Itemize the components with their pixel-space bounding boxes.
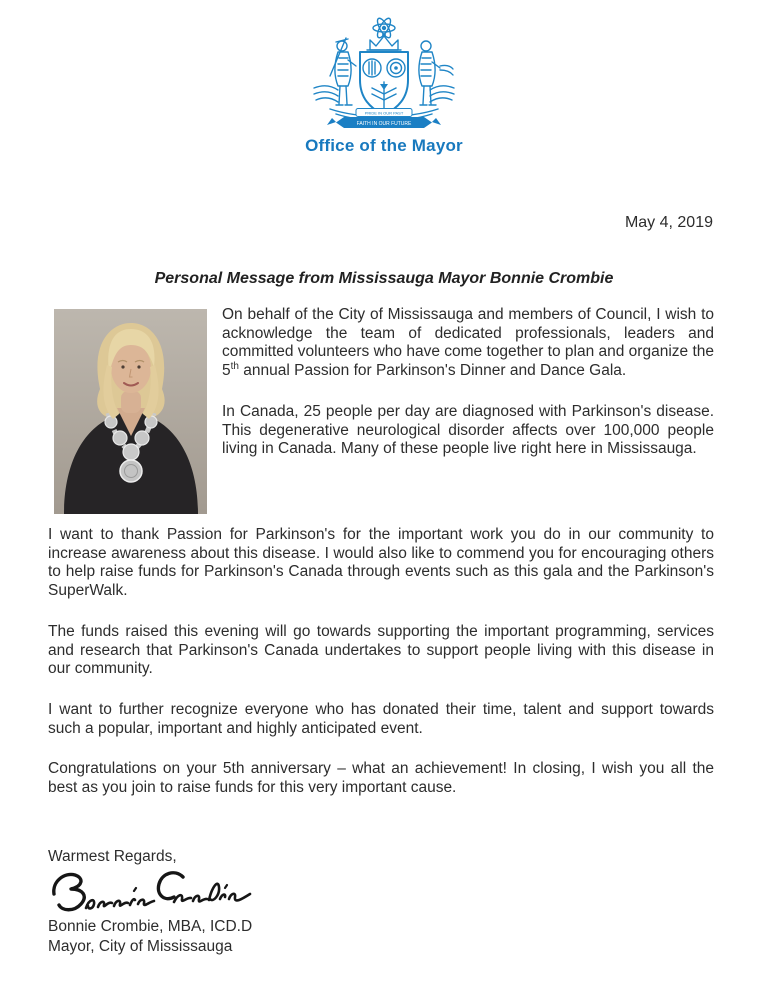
letter-title: Personal Message from Mississauga Mayor Bonnie Crombie xyxy=(154,270,614,287)
signature-image xyxy=(50,868,260,918)
crest-motto-bottom: FAITH IN OUR FUTURE xyxy=(356,120,412,127)
crest-motto-top: PRIDE IN OUR PAST xyxy=(364,110,404,116)
paragraph-4: The funds raised this evening will go towards supporting the important programming, services and research that Parkinson's Canada undertakes to support people living with this disease in our community. xyxy=(48,622,714,678)
paragraph-2: In Canada, 25 people per day are diagnosed with Parkinson's disease. This degenerative neurological disorder affects over 100,000 people living in Canada. Many of these people live right here in Mississauga. xyxy=(222,402,714,458)
paragraph-1-text-cont: annual Passion for Parkinson's Dinner and Dance Gala. xyxy=(238,362,627,380)
valediction: Warmest Regards, xyxy=(48,848,177,865)
paragraph-3: I want to thank Passion for Parkinson's for the important work you do in our community to increase awareness about this disease. I would also like to commend you for encouraging others to help raise funds for Parkinson's Canada through events such as this gala and the Parkinson's SuperWalk. xyxy=(48,526,714,600)
mayor-portrait-photo xyxy=(54,309,207,514)
signer-title: Mayor, City of Mississauga xyxy=(48,938,233,955)
paragraph-5: I want to further recognize everyone who has donated their time, talent and support towards such a popular, important and highly anticipated event. xyxy=(48,700,714,737)
office-of-the-mayor-title: Office of the Mayor xyxy=(305,136,463,155)
paragraph-1 xyxy=(222,306,714,381)
intro-paragraphs xyxy=(222,306,714,459)
body-paragraphs xyxy=(48,526,714,798)
letter-date: May 4, 2019 xyxy=(624,214,713,231)
paragraph-6: Congratulations on your 5th anniversary – what an achievement! In closing, I wish you all the best as you join to raise funds for this very important cause. xyxy=(48,760,714,797)
paragraph-1-text: On behalf of the City of Mississauga and members of Council, I wish to acknowledge the team of dedicated professionals, leaders and committed volunteers who have come together to plan and organize the 5 xyxy=(222,306,714,380)
ordinal-superscript: th xyxy=(230,360,239,372)
signer-name: Bonnie Crombie, MBA, ICD.D xyxy=(48,918,253,935)
city-crest-logo xyxy=(310,16,458,130)
mayor-portrait-image xyxy=(54,309,207,514)
